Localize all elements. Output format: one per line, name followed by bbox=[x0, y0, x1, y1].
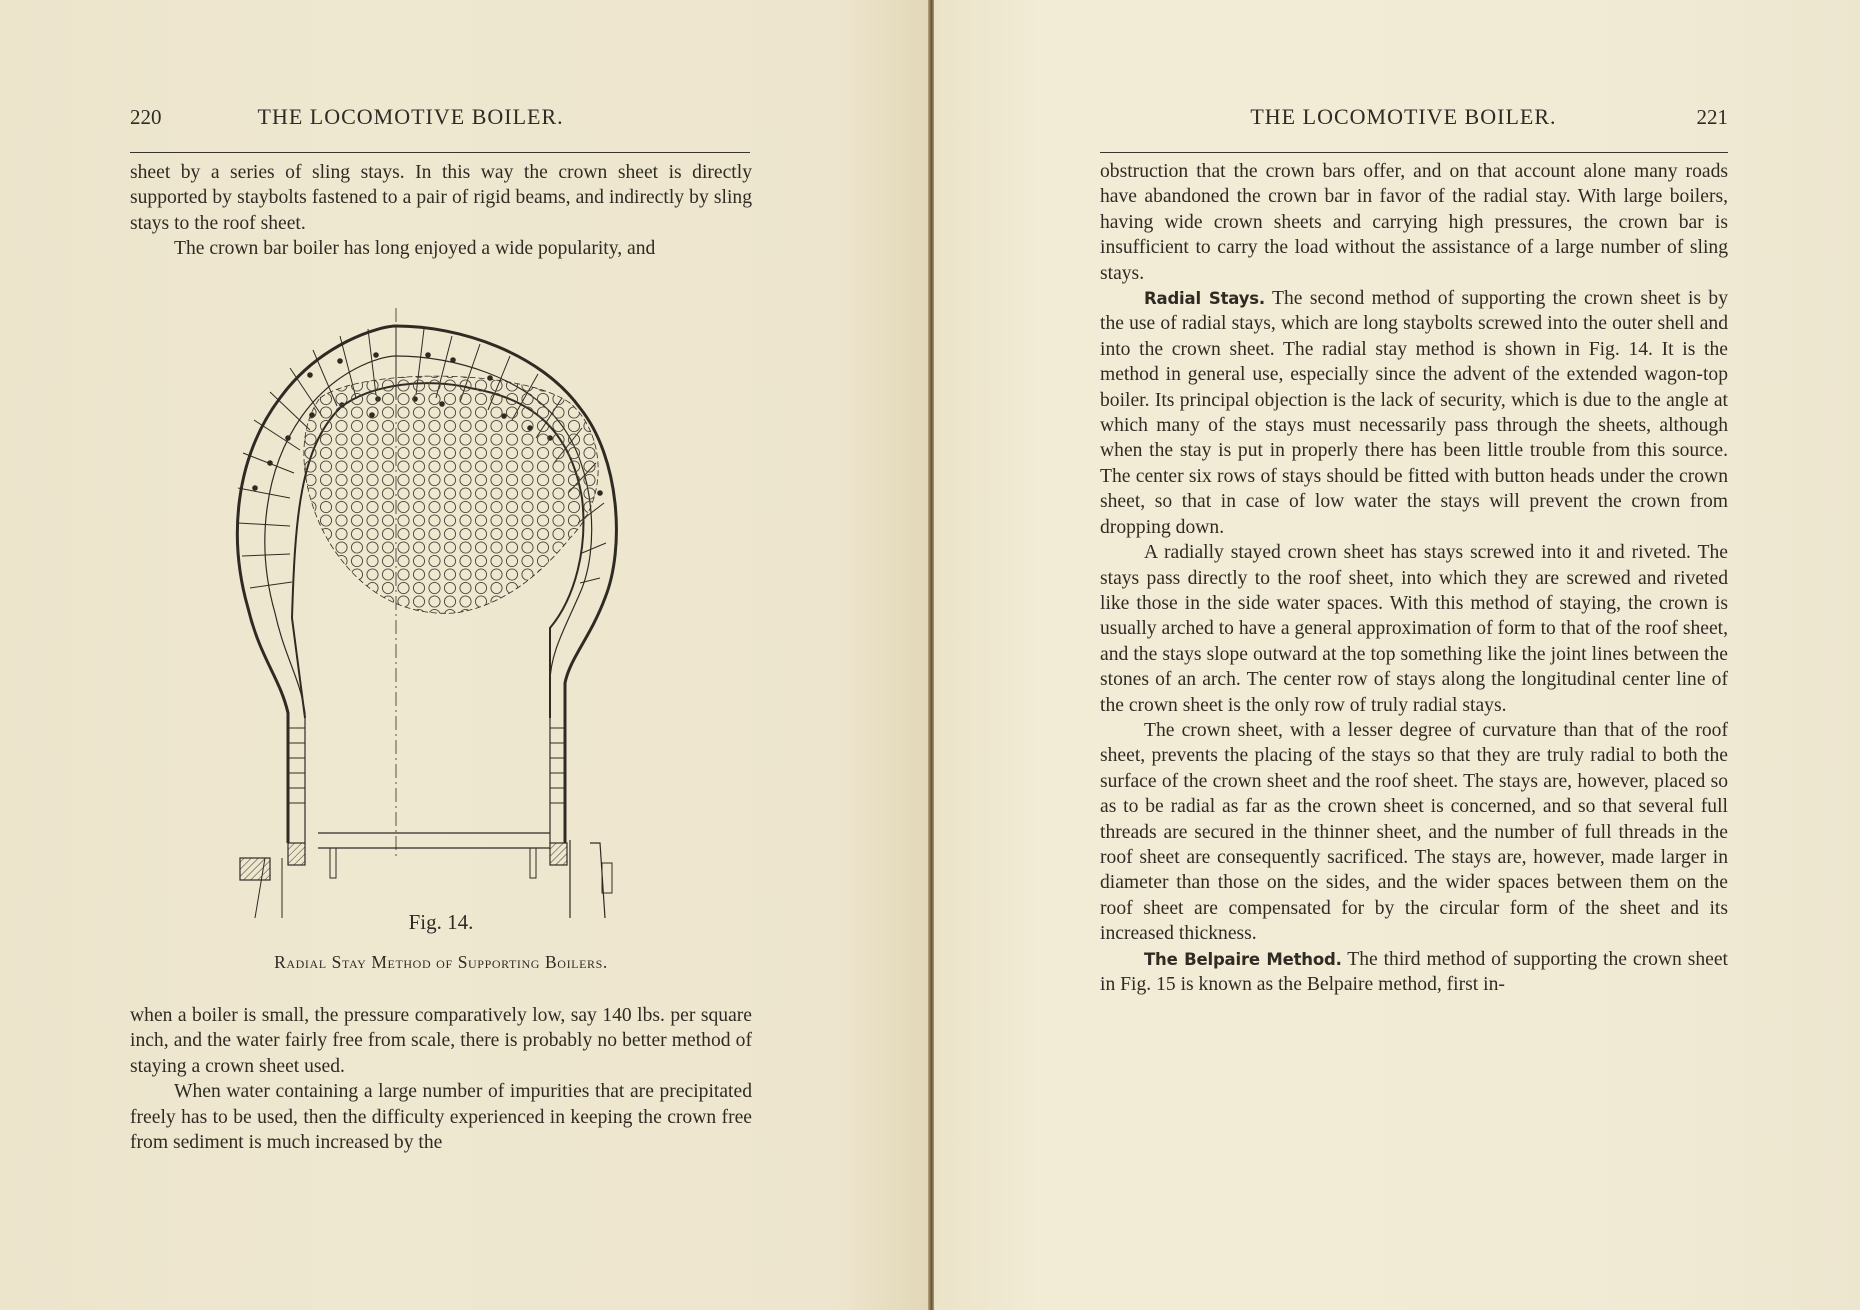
paragraph bbox=[1100, 540, 1728, 718]
paragraph-text: The crown sheet, with a lesser degree of curvature than that of the roof sheet, prevents the placing of the stays so that they are truly radial to both the surface of the crown sheet and the roof sheet. The stays are, however, placed so as to be radial as far as the crown sheet is concerned, and so that several full threads are secured in the thinner sheet, and the number of full threads in the roof sheet are consequently sacrificed. The stays are, however, made larger in diameter than those on the sides, and the wider spaces between them on the roof sheet are compensated for by the circular form of the sheet and its increased thickness. bbox=[1100, 719, 1728, 945]
paragraph: when a boiler is small, the pressure comparatively low, say 140 lbs. per square inch, and the water fairly free from scale, there is probably no better method of staying a crown sheet used. bbox=[130, 1005, 752, 1077]
page-number-left: 220 bbox=[130, 105, 162, 129]
running-head-right bbox=[1100, 104, 1728, 153]
boiler-diagram-icon bbox=[210, 298, 670, 918]
section-heading-belpaire-method: The Belpaire Method. bbox=[1144, 949, 1342, 969]
paragraph: sheet by a series of sling stays. In this way the crown sheet is directly supported by staybolts fastened to a pair of rigid beams, and indirectly by sling stays to the roof sheet. bbox=[130, 162, 752, 234]
figure-caption: Radial Stay Method of Supporting Boilers. bbox=[274, 952, 608, 972]
paragraph: When water containing a large number of impurities that are precipitated freely has to be used, then the difficulty experienced in keeping the crown free from sediment is much increased by the bbox=[130, 1081, 752, 1154]
paragraph-text: obstruction that the crown bars offer, and on that account alone many roads have abandoned the crown bar in favor of the radial stay. With large boilers, having wide crown sheets and carrying high pressures, the crown bar is insufficient to carry the load without the assistance of a large number of sling stays. bbox=[1100, 161, 1728, 284]
page-number-right: 221 bbox=[1696, 105, 1728, 129]
left-bottom-text bbox=[130, 1003, 752, 1155]
paragraph-text: A radially stayed crown sheet has stays screwed into it and riveted. The stays pass directly to the roof sheet, into which they are screwed and riveted like those in the side water spaces. With this method of staying, the crown is usually arched to have a general approximation of form to that of the roof sheet, and the stays slope outward at the top something like the joint lines between the stones of an arch. The center row of stays along the longitudinal center line of the crown sheet is the only row of truly radial stays. bbox=[1100, 542, 1728, 716]
paragraph-text: The third method of supporting the crown sheet in Fig. 15 is known as the Belpaire method, first in- bbox=[1100, 948, 1728, 995]
running-head-left bbox=[130, 104, 750, 153]
paragraph-belpaire-method bbox=[1100, 947, 1728, 998]
paragraph bbox=[1100, 159, 1728, 286]
running-head-title-right: THE LOCOMOTIVE BOILER. bbox=[1250, 104, 1557, 129]
left-top-text bbox=[130, 160, 752, 262]
figure-14-boiler-cross-section bbox=[210, 298, 670, 918]
paragraph: The crown bar boiler has long enjoyed a wide popularity, and bbox=[174, 238, 656, 260]
section-heading-radial-stays: Radial Stays. bbox=[1144, 289, 1265, 309]
paragraph-radial-stays bbox=[1100, 286, 1728, 540]
right-main-text bbox=[1100, 159, 1728, 997]
paragraph-text: The second method of supporting the crown sheet is by the use of radial stays, which are long staybolts screwed into the outer shell and into the crown sheet. The radial stay method is shown in Fig. 14. It is the method in general use, especially since the advent of the extended wagon-top boiler. Its principal objection is the lack of security, which is due to the angle at which many of the stays must necessarily pass through the sheets, although when the stay is put in properly there has been little trouble from this source. The center six rows of stays should be fitted with button heads under the crown sheet, so that in case of low water the stays will prevent the crown from dropping down. bbox=[1100, 288, 1729, 538]
figure-label: Fig. 14. bbox=[408, 910, 474, 934]
paragraph bbox=[1100, 718, 1728, 947]
running-head-title-left: THE LOCOMOTIVE BOILER. bbox=[257, 104, 564, 129]
